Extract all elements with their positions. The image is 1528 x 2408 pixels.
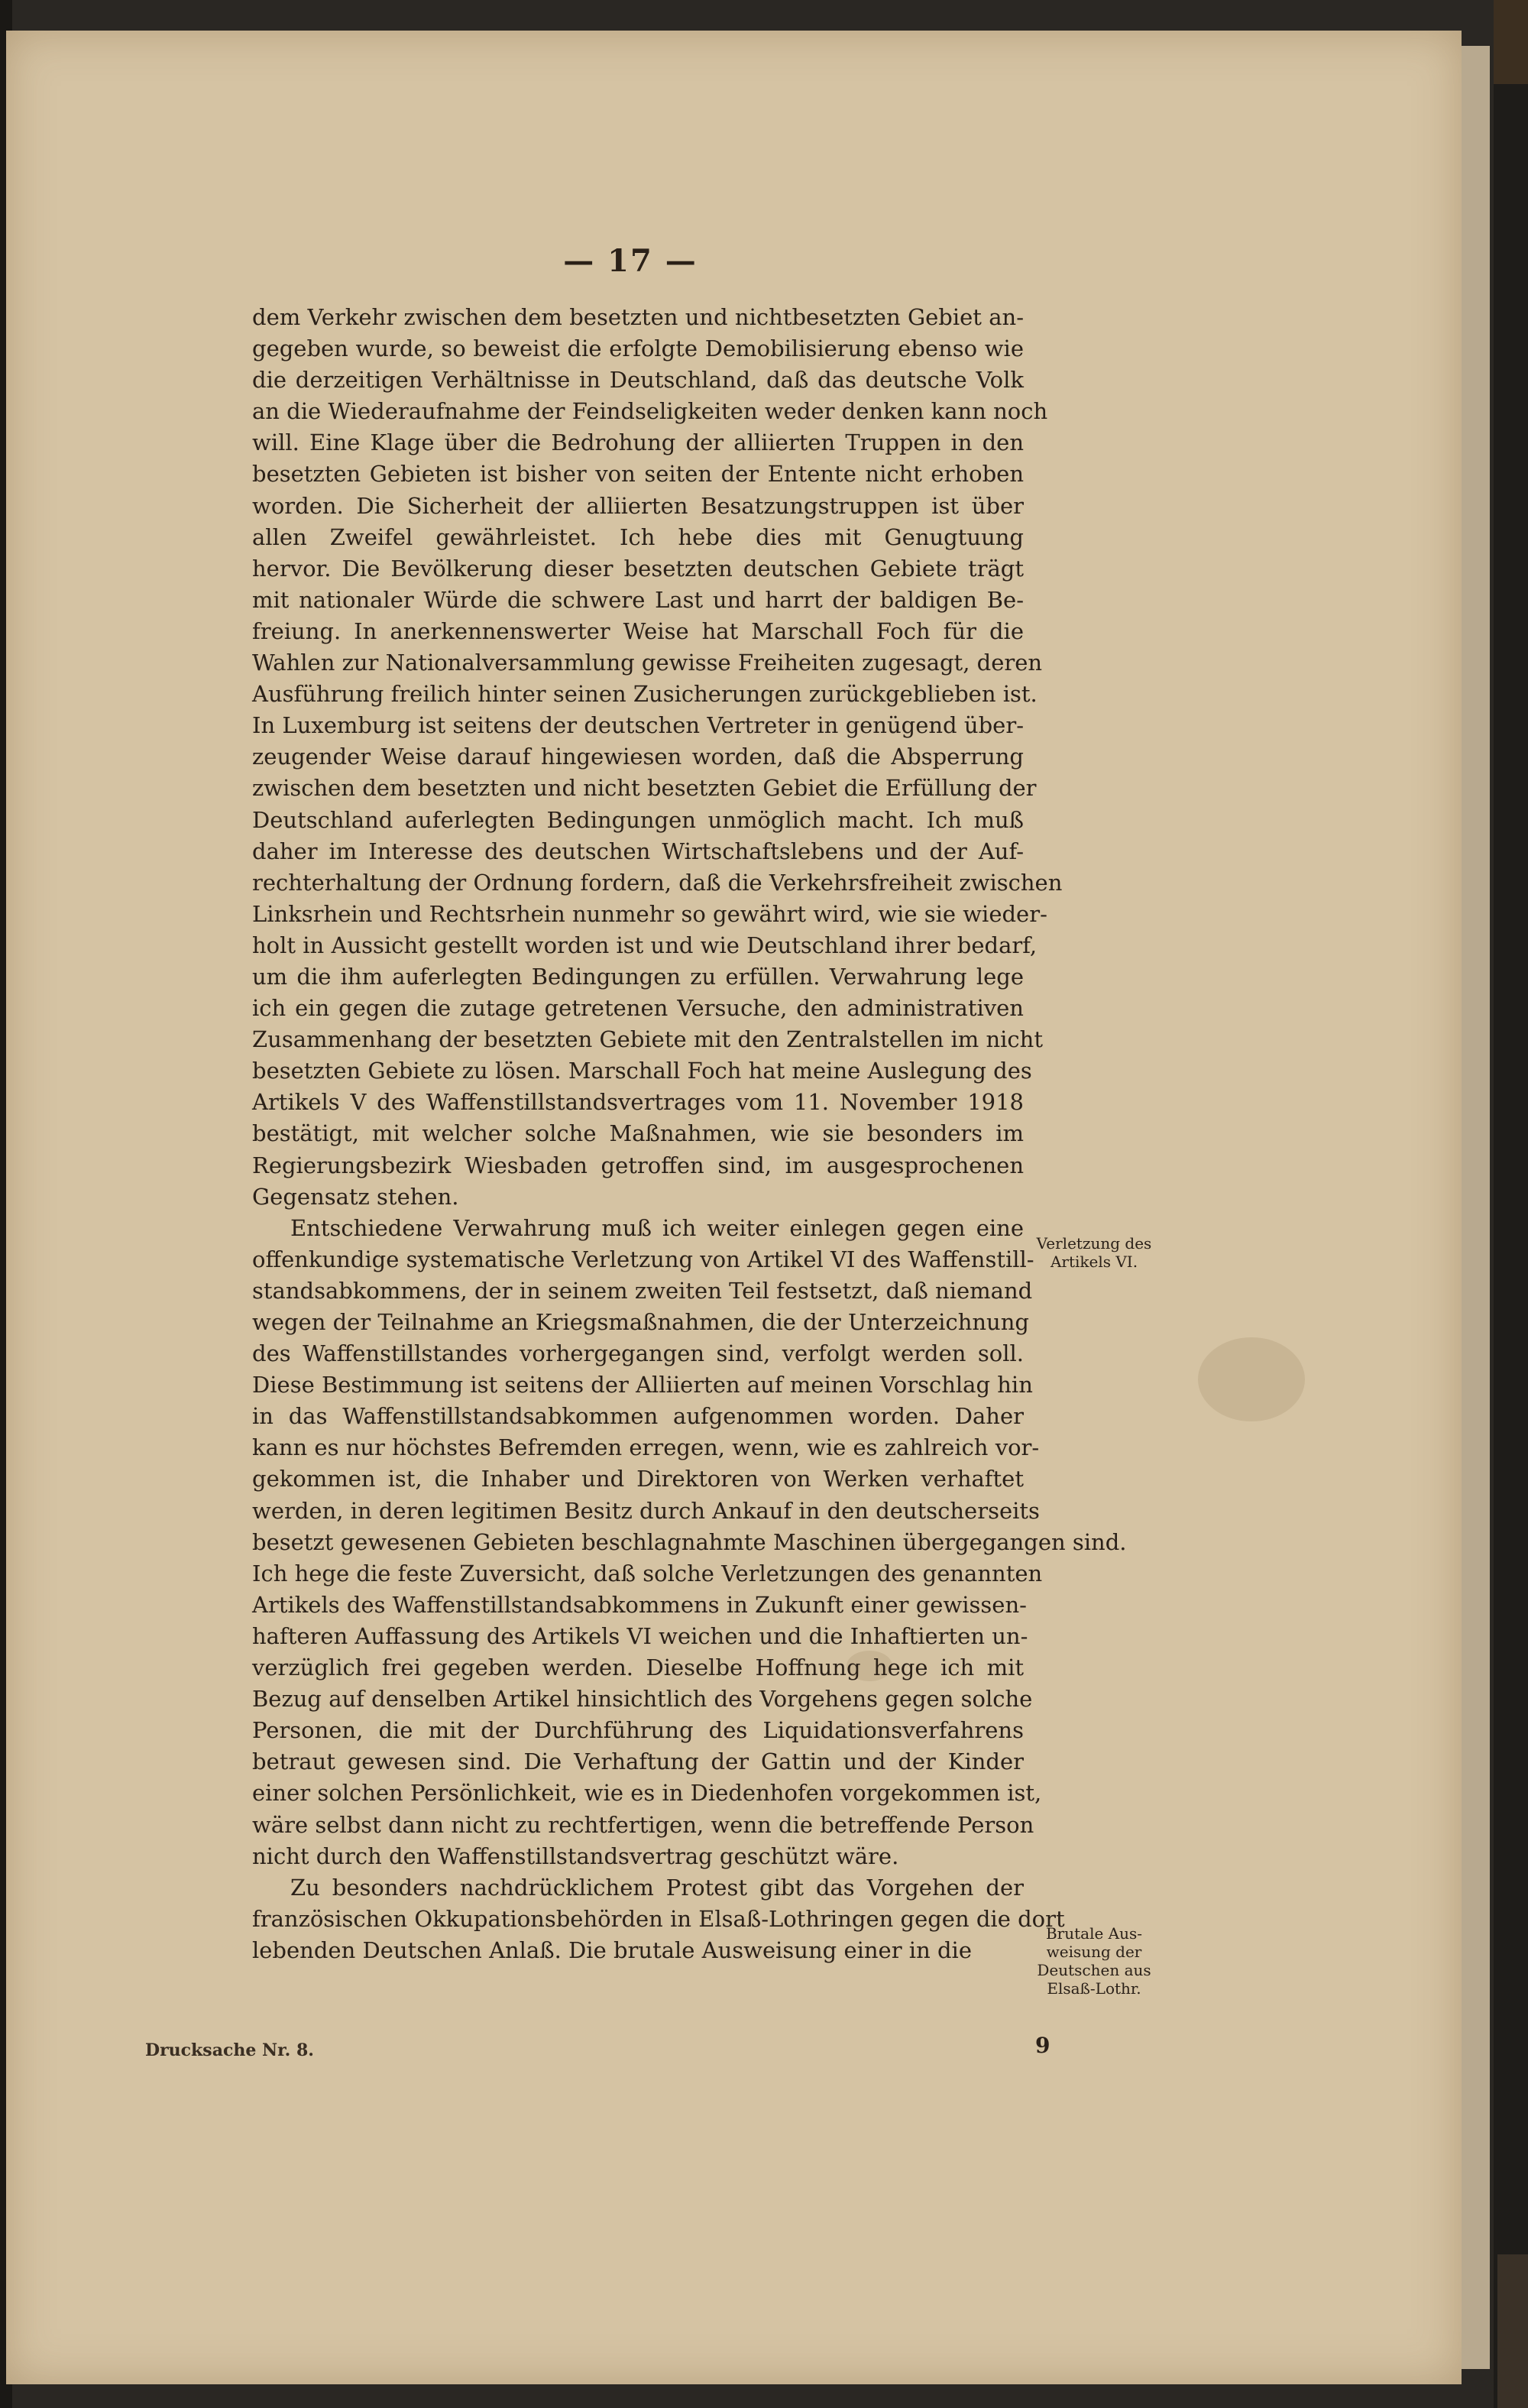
paper-stain — [1198, 1337, 1305, 1421]
text-line: gegeben wurde, so beweist die erfolgte Demobilisierung ebenso wie — [252, 335, 1024, 362]
margin-note-line: Elsaß-Lothr. — [1047, 1979, 1141, 1998]
text-line: Linksrhein und Rechtsrhein nunmehr so gewährt wird, wie sie wieder- — [252, 900, 1047, 927]
text-line: Zusammenhang der besetzten Gebiete mit den Zentralstellen im nicht — [252, 1026, 1044, 1053]
text-line: hafteren Auffassung des Artikels VI weichen und die Inhaftierten un- — [252, 1622, 1028, 1649]
text-line: werden, in deren legitimen Besitz durch Ankauf in den deutscherseits — [252, 1497, 1040, 1524]
text-line: ich ein gegen die zutage getretenen Versuche, den administrativen — [252, 995, 1024, 1022]
text-line: Wahlen zur Nationalversammlung gewisse Freiheiten zugesagt, deren — [252, 650, 1043, 676]
text-line: Zu besonders nachdrücklichem Protest gibt das Vorgehen der — [290, 1874, 1024, 1901]
text-line: In Luxemburg ist seitens der deutschen Vertreter in genügend über- — [252, 712, 1024, 739]
text-line: kann es nur höchstes Befremden erregen, wenn, wie es zahlreich vor- — [252, 1434, 1040, 1461]
text-line: Gegensatz stehen. — [252, 1183, 459, 1210]
page-number: — 17 — — [563, 243, 698, 279]
text-line: offenkundige systematische Verletzung von Artikel VI des Waffenstill- — [252, 1246, 1034, 1272]
text-line: wegen der Teilnahme an Kriegsmaßnahmen, die der Unterzeichnung — [252, 1309, 1029, 1335]
text-line: in das Waffenstillstandsabkommen aufgenommen worden. Daher — [252, 1403, 1024, 1430]
text-line: Artikels V des Waffenstillstandsvertrages vom 11. November 1918 — [252, 1089, 1024, 1116]
text-line: die derzeitigen Verhältnisse in Deutschland, daß das deutsche Volk — [252, 367, 1024, 394]
text-line: Diese Bestimmung ist seitens der Alliierten auf meinen Vorschlag hin — [252, 1372, 1033, 1398]
text-line: mit nationaler Würde die schwere Last und harrt der baldigen Be- — [252, 586, 1024, 613]
text-line: hervor. Die Bevölkerung dieser besetzten deutschen Gebiete trägt — [252, 555, 1024, 582]
text-line: Bezug auf denselben Artikel hinsichtlich des Vorgehens gegen solche — [252, 1686, 1033, 1713]
text-line: allen Zweifel gewährleistet. Ich hebe dies mit Genugtuung — [252, 523, 1024, 550]
text-line: Ausführung freilich hinter seinen Zusicherungen zurückgeblieben ist. — [252, 681, 1038, 708]
margin-note-line: Deutschen aus — [1037, 1961, 1151, 1979]
text-line: Artikels des Waffenstillstandsabkommens in Zukunft einer gewissen- — [252, 1591, 1027, 1618]
text-line: freiung. In anerkennenswerter Weise hat Marschall Foch für die — [252, 617, 1024, 644]
text-line: französischen Okkupationsbehörden in Elsaß-Lothringen gegen die dort — [252, 1905, 1065, 1932]
text-line: Personen, die mit der Durchführung des Liquidationsverfahrens — [252, 1717, 1024, 1744]
binding-tape-bottom — [1497, 2254, 1528, 2408]
margin-note-verletzung — [1033, 1234, 1155, 1271]
text-line: gekommen ist, die Inhaber und Direktoren von Werken verhaftet — [252, 1466, 1024, 1492]
text-line: bestätigt, mit welcher solche Maßnahmen, wie sie besonders im — [252, 1120, 1024, 1147]
text-line: daher im Interesse des deutschen Wirtschaftslebens und der Auf- — [252, 838, 1024, 864]
text-line: worden. Die Sicherheit der alliierten Besatzungstruppen ist über — [252, 492, 1024, 519]
text-line: einer solchen Persönlichkeit, wie es in Diedenhofen vorgekommen ist, — [252, 1780, 1042, 1807]
binding-strip — [1494, 0, 1528, 2408]
margin-note-line: Verletzung des — [1036, 1234, 1152, 1253]
text-line: Ich hege die feste Zuversicht, daß solche Verletzungen des genannten — [252, 1560, 1043, 1586]
text-line: holt in Aussicht gestellt worden ist und wie Deutschland ihrer bedarf, — [252, 932, 1038, 958]
text-line: zwischen dem besetzten und nicht besetzten Gebiet die Erfüllung der — [252, 775, 1037, 802]
footer-signature-mark: 9 — [1035, 2033, 1050, 2058]
text-line: standsabkommens, der in seinem zweiten Teil festsetzt, daß niemand — [252, 1277, 1033, 1304]
text-line: besetzt gewesenen Gebieten beschlagnahmte Maschinen übergegangen sind. — [252, 1528, 1127, 1555]
footer-document-reference: Drucksache Nr. 8. — [145, 2040, 314, 2060]
text-line: wäre selbst dann nicht zu rechtfertigen, wenn die betreffende Person — [252, 1811, 1034, 1838]
text-line: um die ihm auferlegten Bedingungen zu erfüllen. Verwahrung lege — [252, 963, 1024, 990]
text-line: Deutschland auferlegten Bedingungen unmöglich macht. Ich muß — [252, 806, 1024, 833]
text-line: des Waffenstillstandes vorhergegangen sind, verfolgt werden soll. — [252, 1340, 1024, 1367]
text-line: verzüglich frei gegeben werden. Dieselbe Hoffnung hege ich mit — [252, 1654, 1024, 1681]
text-line: rechterhaltung der Ordnung fordern, daß die Verkehrsfreiheit zwischen — [252, 869, 1063, 896]
text-line: besetzten Gebieten ist bisher von seiten der Entente nicht erhoben — [252, 461, 1024, 488]
text-line: Regierungsbezirk Wiesbaden getroffen sind, im ausgesprochenen — [252, 1152, 1024, 1178]
text-line: dem Verkehr zwischen dem besetzten und nichtbesetzten Gebiet an- — [252, 304, 1024, 330]
text-line: besetzten Gebiete zu lösen. Marschall Foch hat meine Auslegung des — [252, 1058, 1032, 1084]
text-line: will. Eine Klage über die Bedrohung der alliierten Truppen in den — [252, 429, 1024, 456]
text-line: an die Wiederaufnahme der Feindseligkeiten weder denken kann noch — [252, 398, 1048, 425]
binding-tape-top — [1494, 0, 1528, 84]
margin-note-ausweisung — [1033, 1924, 1155, 1998]
text-line: zeugender Weise darauf hingewiesen worden, daß die Absperrung — [252, 744, 1024, 770]
text-line: nicht durch den Waffenstillstandsvertrag geschützt wäre. — [252, 1842, 899, 1869]
margin-note-line: Artikels VI. — [1050, 1253, 1138, 1271]
margin-note-line: weisung der — [1046, 1943, 1142, 1961]
text-line: Entschiedene Verwahrung muß ich weiter einlegen gegen eine — [290, 1214, 1024, 1241]
text-line: lebenden Deutschen Anlaß. Die brutale Ausweisung einer in die — [252, 1936, 972, 1963]
text-line: betraut gewesen sind. Die Verhaftung der Gattin und der Kinder — [252, 1748, 1024, 1775]
margin-note-line: Brutale Aus- — [1045, 1924, 1143, 1943]
